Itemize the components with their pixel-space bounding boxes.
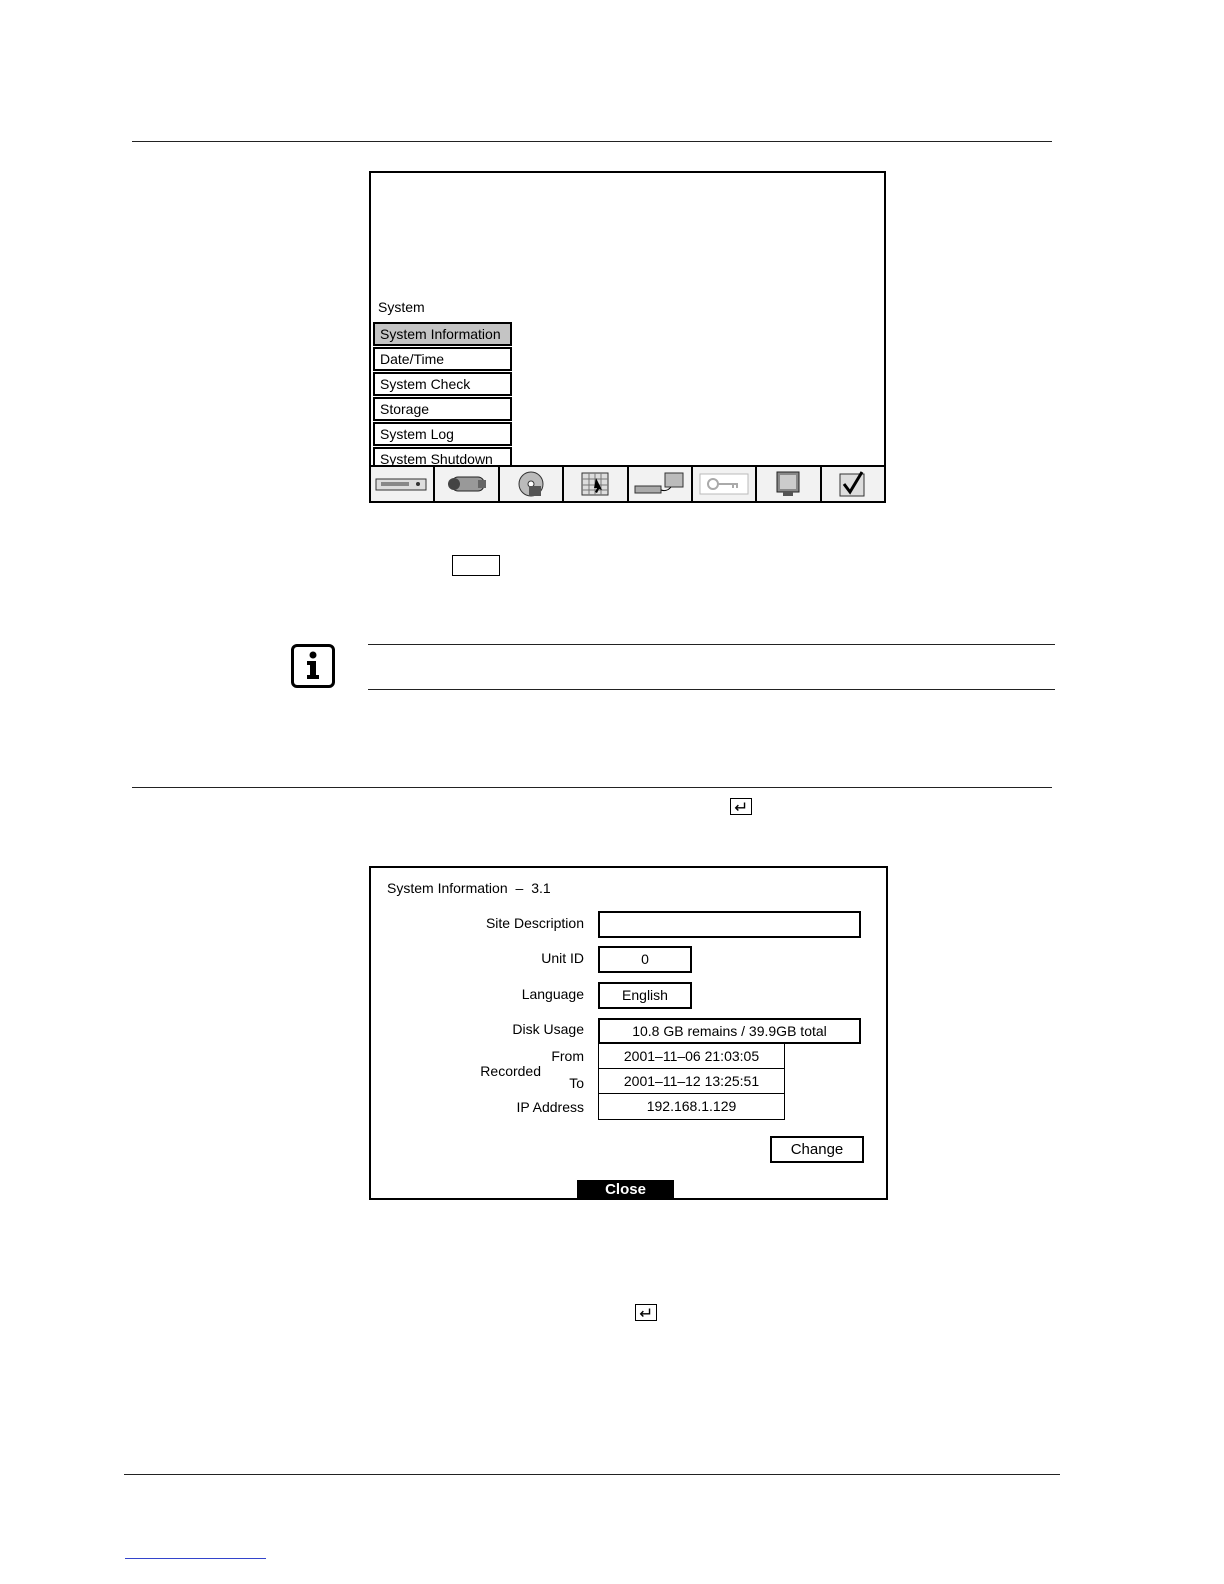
dialog-title-separator: –: [515, 880, 524, 896]
change-button[interactable]: Change: [770, 1136, 864, 1163]
disk-usage-label: Disk Usage: [512, 1021, 584, 1037]
note-top-rule: [368, 644, 1055, 645]
ip-address-label: IP Address: [516, 1099, 584, 1115]
close-button[interactable]: Close: [577, 1180, 674, 1200]
info-icon: [291, 644, 335, 688]
ip-address-field: 192.168.1.129: [598, 1093, 785, 1120]
menu-item-system-shutdown[interactable]: System Shutdown: [373, 447, 512, 471]
key-box: [452, 555, 500, 576]
unit-id-field[interactable]: 0: [598, 946, 692, 973]
enter-icon: [635, 1304, 657, 1321]
section-rule: [132, 787, 1052, 788]
menu-toolbar: [371, 465, 884, 501]
dialog-version: 3.1: [531, 880, 551, 896]
top-rule: [132, 141, 1052, 142]
footer-rule: [124, 1474, 1060, 1475]
checklist-icon[interactable]: [820, 467, 884, 501]
menu-item-system-information[interactable]: System Information: [373, 322, 512, 346]
site-description-field[interactable]: [598, 911, 861, 938]
recorded-to-label: To: [569, 1075, 584, 1091]
monitor-icon[interactable]: [755, 467, 819, 501]
recorded-from-field: 2001–11–06 21:03:05: [598, 1043, 785, 1069]
recorded-from-label: From: [551, 1048, 584, 1064]
footer-link-underline[interactable]: [125, 1558, 266, 1559]
network-icon[interactable]: [627, 467, 691, 501]
language-field[interactable]: English: [598, 982, 692, 1009]
menu-item-system-log[interactable]: System Log: [373, 422, 512, 446]
recorded-label: Recorded: [480, 1063, 541, 1079]
language-label: Language: [521, 986, 584, 1002]
unit-id-label: Unit ID: [541, 950, 584, 966]
grid-pointer-icon[interactable]: [562, 467, 626, 501]
site-description-label: Site Description: [485, 915, 584, 931]
dialog-title-text: System Information: [387, 880, 508, 896]
dialog-title: [387, 880, 551, 896]
system-menu-screen: [369, 171, 886, 503]
disc-icon[interactable]: [498, 467, 562, 501]
menu-heading: System: [378, 299, 425, 315]
disk-usage-field: 10.8 GB remains / 39.9GB total: [598, 1018, 861, 1044]
note-bottom-rule: [368, 689, 1055, 690]
menu-item-date-time[interactable]: Date/Time: [373, 347, 512, 371]
menu-item-storage[interactable]: Storage: [373, 397, 512, 421]
recorded-to-field: 2001–11–12 13:25:51: [598, 1068, 785, 1094]
key-icon[interactable]: [691, 467, 755, 501]
enter-icon: [730, 798, 752, 815]
menu-item-system-check[interactable]: System Check: [373, 372, 512, 396]
camera-icon[interactable]: [433, 467, 497, 501]
dvr-unit-icon[interactable]: [371, 467, 433, 501]
system-information-dialog: [369, 866, 888, 1200]
